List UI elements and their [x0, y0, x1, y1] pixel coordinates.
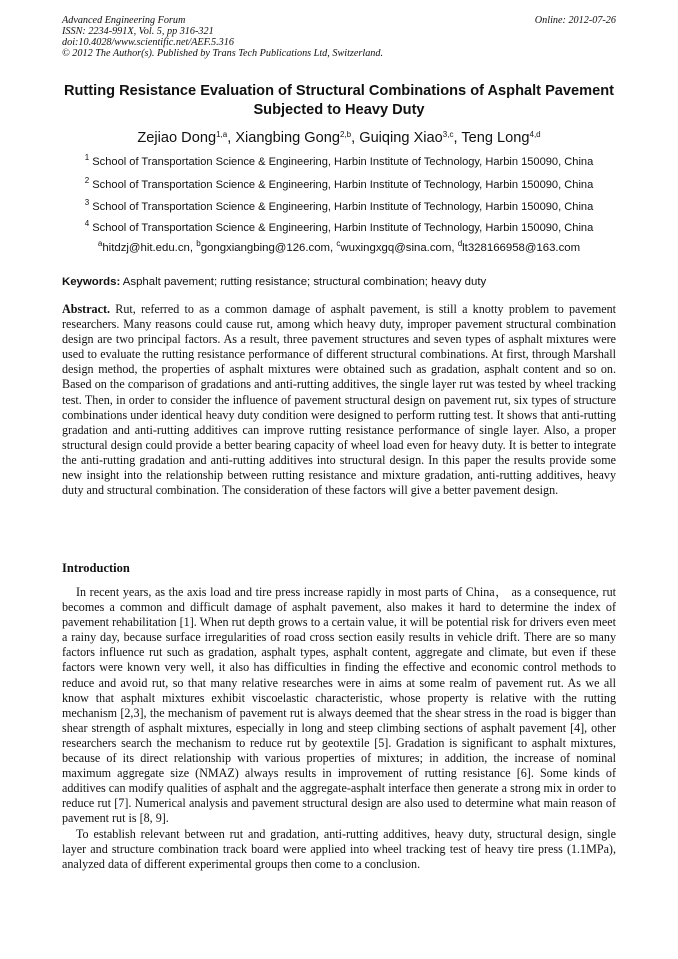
- keywords-label: Keywords:: [62, 276, 121, 288]
- keywords-text: Asphalt pavement; rutting resistance; structural combination; heavy duty: [122, 276, 487, 288]
- email-link[interactable]: lt328166958@163.com: [462, 242, 581, 254]
- online-date: Online: 2012-07-26: [534, 15, 616, 26]
- journal-copyright: © 2012 The Author(s). Published by Trans Tech Publications Ltd, Switzerland.: [62, 48, 384, 59]
- abstract-label: Abstract.: [62, 302, 111, 316]
- section-heading: Introduction: [62, 561, 130, 575]
- author-name: Zejiao Dong: [137, 130, 217, 146]
- journal-name: Advanced Engineering Forum: [62, 15, 186, 26]
- affiliation-text: School of Transportation Science & Engineering, Harbin Institute of Technology, Harbin 150090, China: [92, 179, 594, 191]
- affiliation: [62, 198, 616, 213]
- affiliation-num: 4: [84, 219, 90, 228]
- author-list: Zejiao Dong$^{1,a}$, Xiangbing Gong$^{2,b}$, Guiqing Xiao$^{3,c}$, Teng Long$^{4,d}$: [137, 130, 541, 146]
- affiliation: [62, 219, 616, 234]
- author-name: Xiangbing Gong: [235, 130, 340, 146]
- author-name: Guiqing Xiao: [359, 130, 443, 146]
- email-sup: c: [336, 239, 341, 248]
- affiliation-num: 3: [84, 198, 90, 207]
- email-list: $^a$hitdzj@hit.edu.cn, $^b$gongxiangbing@126.com, $^c$wuxingxgq@sina.com, $^d$lt328166958@163.com: [97, 239, 581, 254]
- paper-title: Rutting Resistance Evaluation of Structural Combinations of Asphalt Pavement Subjected to Heavy Duty: [63, 83, 615, 118]
- introduction-body: [62, 585, 616, 872]
- author-sup: 1,a: [216, 130, 228, 139]
- affiliation-num: 1: [84, 153, 90, 162]
- paragraph: In recent years, as the axis load and tire press increase rapidly in most parts of China， as a consequence, rut becomes a common and difficult damage of asphalt pavement, also makes it hard to determine the index of pavement rehabilitation [1]. When rut depth grows to a certain value, it will be potential risk for drivers even meet a rainy day, because surface irregularities of road cross section easily results in vehicle drift. There are so many factors influence rut such as gradation, asphalt types, asphalt content, aggregate and climate, but even if these factors were known very well, it also has difficulties in finding the effective and economic control methods to reduce and avoid rut, so that many relative researches were in aims at some realm of pavement rut. As we all know that asphalt mixtures exhibit viscoelastic characteristic, whose property is relative with the rutting mechanism [2,3], the mechanism of pavement rut is always deemed that the shear stress in the road is bigger than shear strength of asphalt mixtures, especially in long and steep climbing sections of asphalt pavement [4], other researchers search the mechanism to reduce rut by geotextile [5]. Gradation is significant to asphalt mixtures, because of its direct relationship with various properties of mixtures; in addition, the increase of nominal maximum aggregate size (NMAZ) always results in improvement of rutting resistance [6]. Some kinds of additives can modify qualities of asphalt and the aggregate-asphalt interface then generate a strong mix in order to reduce rut [7]. Numerical analysis and pavement structural design are also used to determine what main reason of pavement rut is [8, 9].: [62, 585, 616, 826]
- affiliation-text: School of Transportation Science & Engineering, Harbin Institute of Technology, Harbin 150090, China: [92, 156, 594, 168]
- author-sup: 4,d: [529, 130, 541, 139]
- email-link[interactable]: hitdzj@hit.edu.cn: [102, 242, 190, 254]
- affiliation: [62, 176, 616, 191]
- email-sup: d: [457, 239, 463, 248]
- journal-header: [62, 15, 616, 59]
- email-link[interactable]: gongxiangbing@126.com: [200, 242, 331, 254]
- email-sup: a: [97, 239, 103, 248]
- paragraph: To establish relevant between rut and gradation, anti-rutting additives, heavy duty, structural design, single layer and structure combination track board were applied into wheel tracking test of heavy tire press (1.1MPa), analyzed data of different experimental groups then come to a conclusion.: [62, 826, 616, 871]
- affiliation-text: School of Transportation Science & Engineering, Harbin Institute of Technology, Harbin 150090, China: [92, 222, 594, 234]
- journal-issn: ISSN: 2234-991X, Vol. 5, pp 316-321: [62, 26, 214, 37]
- email-sup: b: [196, 239, 201, 248]
- affiliation: [62, 153, 616, 168]
- affiliation-num: 2: [84, 176, 90, 185]
- author-sup: 3,c: [442, 130, 454, 139]
- keywords: [62, 276, 616, 288]
- abstract-text: Rut, referred to as a common damage of asphalt pavement, is still a knotty problem to pavement researchers. Many reasons could cause rut, among which heavy duty, improper pavement structural combination design are two principal factors. As a result, three pavement structures and seven types of asphalt mixtures were used to evaluate the rutting resistance performance of different structural combinations. At first, through Marshall design method, the properties of asphalt mixtures were obtained such as gradation, asphalt content and so on. Based on the comparison of gradations and anti-rutting additives, the single layer rut was tested by wheel tracking test. Then, in order to consider the influence of pavement structural design on pavement rut, six types of structure combinations under identical heavy duty condition were designed to perform rutting test. It shows that anti-rutting gradation and anti-rutting additives can improve rutting resistance performance of single layer. Also, a proper structural design could provide a better bearing capacity of wheel load even for heavy duty. It is better to integrate the anti-rutting gradation and anti-rutting additives into structural design. In this paper the results provide some new insight into the relationship between rutting resistance and mixture gradation, anti-rutting additives, heavy duty and structural combination. The consideration of these factors will give a better pavement design.: [62, 302, 616, 498]
- author-name: Teng Long: [461, 130, 530, 146]
- affiliation-text: School of Transportation Science & Engineering, Harbin Institute of Technology, Harbin 150090, China: [92, 201, 594, 213]
- journal-doi: doi:10.4028/www.scientific.net/AEF.5.316: [62, 37, 234, 48]
- abstract: [62, 302, 616, 498]
- email-link[interactable]: wuxingxgq@sina.com: [340, 242, 452, 254]
- author-sup: 2,b: [339, 130, 352, 139]
